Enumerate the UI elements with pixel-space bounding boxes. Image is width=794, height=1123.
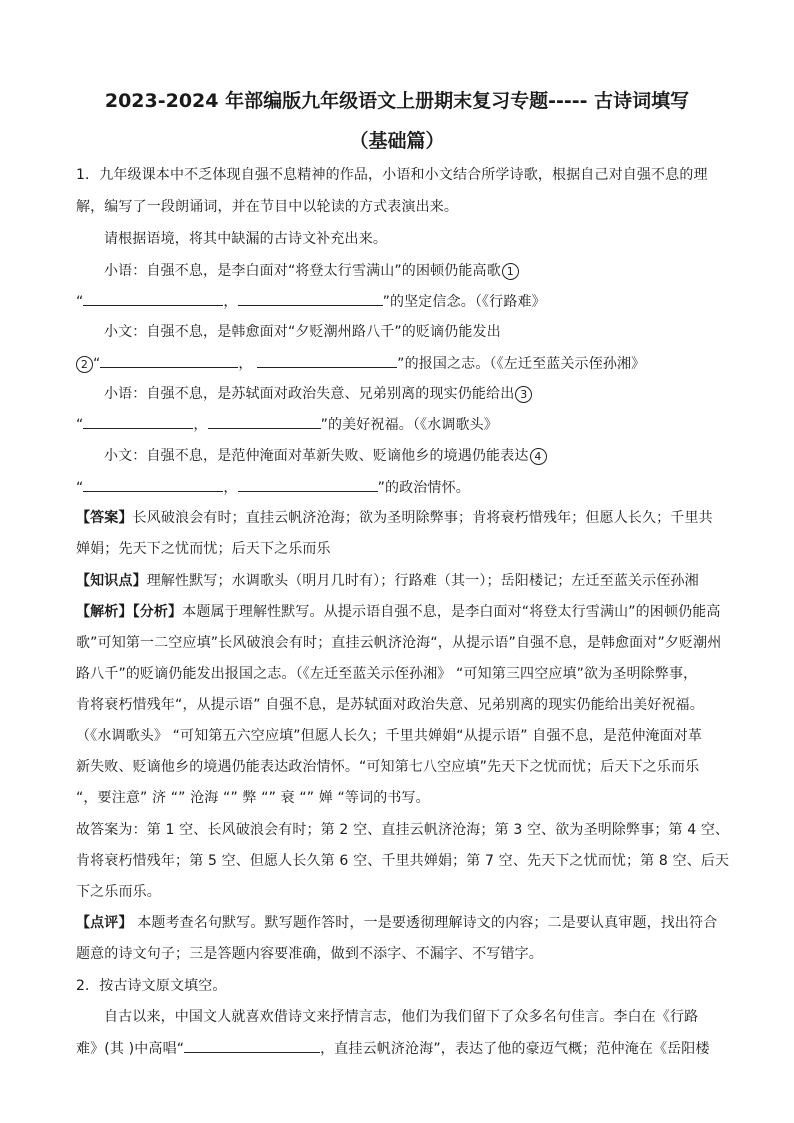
knowledge-line: [76, 571, 699, 591]
q1-passage-4: [104, 446, 547, 466]
blank-line-suffix: ”的坚定信念。（《行路难》: [382, 294, 546, 310]
answer-blank[interactable]: [83, 477, 223, 492]
answer-line-1: [76, 508, 713, 528]
analysis-line-1: [76, 602, 721, 622]
comment-line-1: [76, 913, 717, 933]
knowledge-tag: 【知识点】: [76, 573, 147, 589]
analysis-line-4: 肯将衰朽惜残年“，从提示语” 自强不息，是苏轼面对政治失意、兄弟别离的现实仍能给出美好祝福。: [76, 697, 704, 713]
answer-blank[interactable]: [100, 353, 238, 368]
answer-blank[interactable]: [184, 1038, 320, 1053]
q2-stem: 2．按古诗文原文填空。: [76, 978, 227, 994]
final-answer-line-2: 肯将衰朽惜残年；第 5 空、但愿人长久第 6 空、千里共婵娟；第 7 空、先天下之忧而忧；第 8 空、后天: [76, 853, 730, 869]
analysis-tag: 【解析】【分析】: [76, 604, 183, 620]
q1-blank-line-2: [76, 353, 645, 374]
answer-tag: 【答案】: [76, 510, 133, 526]
analysis-line-3: 路八千”的贬谪仍能发出报国之志。（《左迁至蓝关示侄孙湘》 “可知第三四空应填”欲为圣明除弊事，: [76, 666, 698, 682]
analysis-line-2: 歌”可知第一二空应填”长风破浪会有时；直挂云帆济沧海“，从提示语”自强不息，是韩愈面对”夕贬潮州: [76, 635, 722, 651]
q1-passage-3-text: 小语：自强不息，是苏轼面对政治失意、兄弟别离的现实仍能给出: [104, 386, 515, 402]
answer-blank[interactable]: [238, 477, 378, 492]
q1-stem-line-1: 1．九年级课本中不乏体现自强不息精神的作品，小语和小文结合所学诗歌，根据自己对自强不息的理: [76, 167, 708, 183]
comment-tag: 【点评】: [76, 915, 133, 931]
final-answer-line-1: 故答案为：第 1 空、长风破浪会有时；第 2 空、直挂云帆济沧海；第 3 空、欲为圣明除弊事；第 4 空、: [76, 822, 730, 838]
answer-blank[interactable]: [257, 353, 397, 368]
analysis-text: 本题属于理解性默写。从提示语自强不息，是李白面对“将登太行雪满山”的困顿仍能高: [182, 604, 721, 620]
answer-blank[interactable]: [83, 414, 193, 429]
circled-number-3: 3: [515, 386, 532, 403]
comma: ，: [223, 294, 238, 310]
blank-line-suffix: ”的政治情怀。: [377, 480, 470, 496]
q2-body-suffix: ，直挂云帆济沧海”，表达了他的豪迈气概；范仲淹在《岳阳楼: [320, 1041, 710, 1057]
open-quote: “: [93, 356, 101, 372]
blank-line-suffix: ”的美好祝福。（《水调歌头》: [320, 417, 498, 433]
final-answer-line-3: 下之乐而乐。: [76, 884, 161, 900]
q1-instruction: 请根据语境，将其中缺漏的古诗文补充出来。: [104, 231, 387, 247]
comma: ，: [193, 417, 208, 433]
comment-line-2: 题意的诗文句子；三是答题内容要准确，做到不添字、不漏字、不写错字。: [76, 946, 543, 962]
open-quote: “: [76, 480, 84, 496]
q1-blank-line-4: [76, 477, 470, 498]
open-quote: “: [76, 417, 84, 433]
open-quote: “: [76, 294, 84, 310]
q1-passage-1-text: 小语：自强不息，是李白面对“将登太行雪满山”的困顿仍能高歌: [104, 263, 501, 279]
comment-text: 本题考查名句默写。默写题作答时，一是要透彻理解诗文的内容；二是要认真审题，找出符合: [132, 915, 718, 931]
analysis-line-6: 新失败、贬谪他乡的境遇仍能表达政治情怀。“可知第七八空应填”先天下之忧而忧；后天下之乐而乐: [76, 759, 700, 775]
page-title: 2023-2024 年部编版九年级语文上册期末复习专题----- 古诗词填写: [104, 90, 690, 112]
q1-passage-4-text: 小文：自强不息，是范仲淹面对革新失败、贬谪他乡的境遇仍能表达: [104, 448, 529, 464]
q1-passage-2: 小文：自强不息，是韩愈面对“夕贬潮州路八千”的贬谪仍能发出: [104, 324, 501, 340]
q2-body-line-1: 自古以来，中国文人就喜欢借诗文来抒情言志，他们为我们留下了众多名句佳言。李白在《行路: [104, 1009, 699, 1025]
answer-blank[interactable]: [83, 291, 223, 306]
answer-text: 长风破浪会有时；直挂云帆济沧海；欲为圣明除弊事；肯将衰朽惜残年；但愿人长久；千里共: [132, 510, 713, 526]
circled-number-2: 2: [76, 356, 93, 373]
q1-stem-line-2: 解，编写了一段朗诵词，并在节目中以轮读的方式表演出来。: [76, 199, 459, 215]
analysis-line-5: （《水调歌头》 “可知第五六空应填”但愿人长久；千里共婵娟“从提示语” 自强不息，是范仲淹面对革: [76, 728, 703, 744]
comma: ，: [223, 480, 238, 496]
q1-passage-1: [104, 261, 519, 281]
analysis-line-7: “，要注意” 济 “” 沧海 “” 弊 “” 衰 “” 婵 “等词的书写。: [76, 790, 430, 806]
q1-passage-3: [104, 384, 532, 404]
q2-body-line-2: [76, 1038, 710, 1059]
answer-blank[interactable]: [238, 291, 383, 306]
answer-blank[interactable]: [208, 414, 321, 429]
q2-body-prefix: 难》(其 )中高唱“: [76, 1041, 185, 1057]
circled-number-1: 1: [502, 263, 519, 280]
blank-line-suffix: ”的报国之志。（《左迁至蓝关示侄孙湘》: [397, 356, 646, 372]
circled-number-4: 4: [530, 448, 547, 465]
q1-blank-line-1: [76, 291, 546, 312]
knowledge-text: 理解性默写；水调歌头（明月几时有）；行路难（其一）；岳阳楼记；左迁至蓝关示侄孙湘: [146, 573, 699, 589]
page-subtitle: （基础篇）: [349, 130, 445, 152]
answer-line-2: 婵娟；先天下之忧而忧；后天下之乐而乐: [76, 541, 331, 557]
q1-blank-line-3: [76, 414, 498, 435]
comma: ，: [238, 356, 253, 372]
